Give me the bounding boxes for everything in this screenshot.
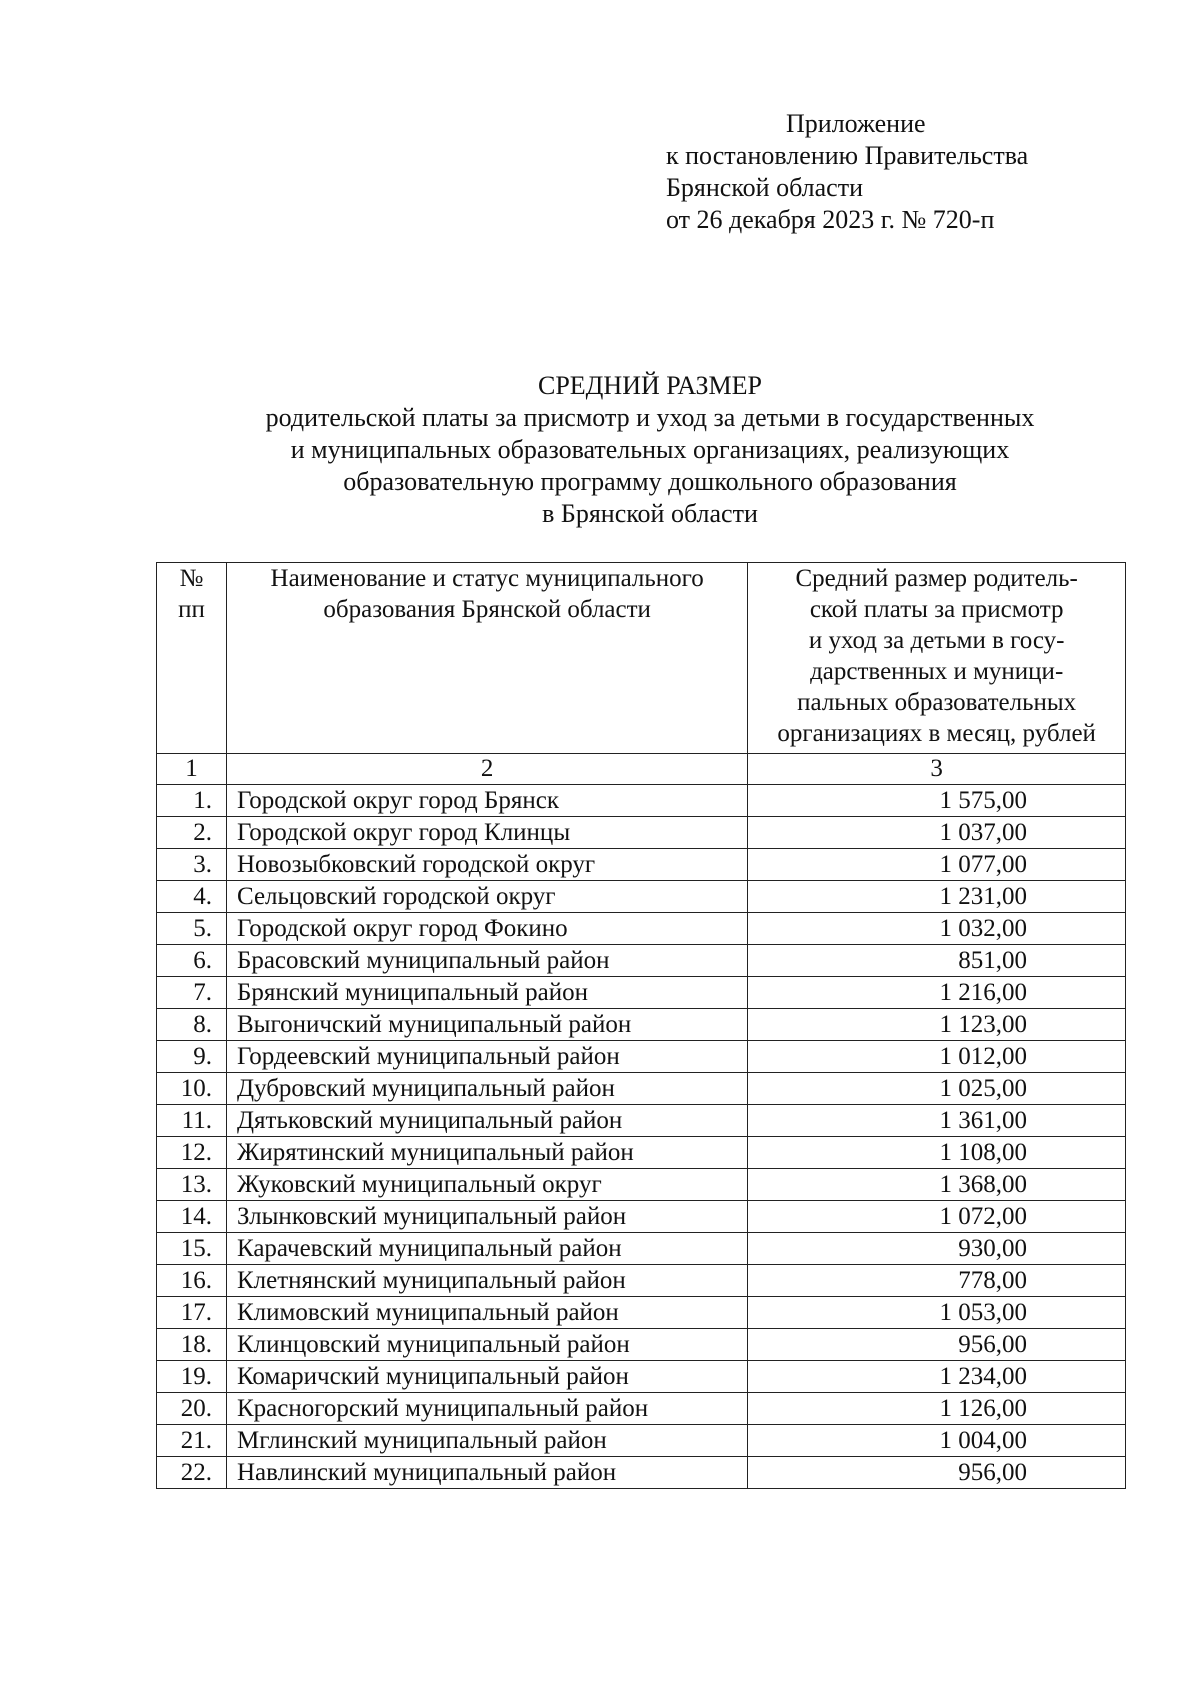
table-row <box>157 785 1126 817</box>
column-number: 2 <box>226 754 747 785</box>
header-text: образования Брянской области <box>323 596 651 623</box>
municipality-name: Дятьковский муниципальный район <box>226 1105 747 1137</box>
municipality-name: Брянский муниципальный район <box>226 977 747 1009</box>
fee-amount: 778,00 <box>748 1265 1126 1297</box>
municipality-name: Навлинский муниципальный район <box>226 1457 747 1489</box>
fee-amount: 1 077,00 <box>748 849 1126 881</box>
fee-amount: 956,00 <box>748 1329 1126 1361</box>
fee-amount: 1 123,00 <box>748 1009 1126 1041</box>
fee-amount: 930,00 <box>748 1233 1126 1265</box>
fee-amount: 956,00 <box>748 1457 1126 1489</box>
table-row <box>157 1329 1126 1361</box>
fee-amount: 1 216,00 <box>748 977 1126 1009</box>
appendix-date-number: от 26 декабря 2023 г. № 720-п <box>666 205 995 234</box>
row-number: 6. <box>157 945 227 977</box>
municipality-name: Городской округ город Клинцы <box>226 817 747 849</box>
row-number: 11. <box>157 1105 227 1137</box>
fee-amount: 1 032,00 <box>748 913 1126 945</box>
municipality-name: Дубровский муниципальный район <box>226 1073 747 1105</box>
municipality-name: Брасовский муниципальный район <box>226 945 747 977</box>
table-row <box>157 1041 1126 1073</box>
fee-amount: 1 361,00 <box>748 1105 1126 1137</box>
heading-line: родительской платы за присмотр и уход за детьми в государственных <box>265 403 1035 432</box>
row-number: 4. <box>157 881 227 913</box>
fee-amount: 1 234,00 <box>748 1361 1126 1393</box>
fee-amount: 1 368,00 <box>748 1169 1126 1201</box>
table-row <box>157 913 1126 945</box>
header-name <box>226 563 747 754</box>
heading-line: образовательную программу дошкольного образования <box>343 467 957 496</box>
fee-amount: 1 575,00 <box>748 785 1126 817</box>
table-row <box>157 1137 1126 1169</box>
fee-amount: 1 126,00 <box>748 1393 1126 1425</box>
table-header-row <box>157 563 1126 754</box>
table-row <box>157 881 1126 913</box>
fee-table <box>156 562 1126 1489</box>
municipality-name: Выгоничский муниципальный район <box>226 1009 747 1041</box>
table-row <box>157 1393 1126 1425</box>
municipality-name: Мглинский муниципальный район <box>226 1425 747 1457</box>
municipality-name: Городской округ город Брянск <box>226 785 747 817</box>
table-row <box>157 1073 1126 1105</box>
table-row <box>157 1201 1126 1233</box>
heading-line: и муниципальных образовательных организациях, реализующих <box>290 435 1010 464</box>
appendix-line: к постановлению Правительства <box>666 141 1029 170</box>
row-number: 20. <box>157 1393 227 1425</box>
fee-amount: 1 004,00 <box>748 1425 1126 1457</box>
table-row <box>157 817 1126 849</box>
header-text: и уход за детьми в госу- <box>808 627 1065 654</box>
row-number: 16. <box>157 1265 227 1297</box>
table-row <box>157 1265 1126 1297</box>
row-number: 14. <box>157 1201 227 1233</box>
fee-amount: 1 231,00 <box>748 881 1126 913</box>
appendix-title: Приложение <box>786 109 926 138</box>
table-row <box>157 945 1126 977</box>
header-number <box>157 563 227 754</box>
fee-amount: 1 053,00 <box>748 1297 1126 1329</box>
municipality-name: Городской округ город Фокино <box>226 913 747 945</box>
header-text: пальных образовательных <box>797 689 1077 716</box>
table-row <box>157 977 1126 1009</box>
fee-amount: 1 108,00 <box>748 1137 1126 1169</box>
municipality-name: Комаричский муниципальный район <box>226 1361 747 1393</box>
municipality-name: Сельцовский городской округ <box>226 881 747 913</box>
row-number: 3. <box>157 849 227 881</box>
fee-amount: 1 037,00 <box>748 817 1126 849</box>
header-text: ской платы за присмотр <box>809 596 1064 623</box>
header-text: Наименование и статус муниципального <box>270 565 704 592</box>
row-number: 18. <box>157 1329 227 1361</box>
municipality-name: Клетнянский муниципальный район <box>226 1265 747 1297</box>
row-number: 22. <box>157 1457 227 1489</box>
municipality-name: Красногорский муниципальный район <box>226 1393 747 1425</box>
row-number: 1. <box>157 785 227 817</box>
header-text: дарственных и муници- <box>810 658 1064 685</box>
row-number: 2. <box>157 817 227 849</box>
row-number: 19. <box>157 1361 227 1393</box>
municipality-name: Клинцовский муниципальный район <box>226 1329 747 1361</box>
column-number: 1 <box>157 754 227 785</box>
table-row <box>157 1233 1126 1265</box>
row-number: 9. <box>157 1041 227 1073</box>
header-amount <box>748 563 1126 754</box>
row-number: 12. <box>157 1137 227 1169</box>
row-number: 13. <box>157 1169 227 1201</box>
table-row <box>157 1425 1126 1457</box>
column-number-row <box>157 754 1126 785</box>
appendix-line: Брянской области <box>666 173 863 202</box>
municipality-name: Карачевский муниципальный район <box>226 1233 747 1265</box>
table-row <box>157 1105 1126 1137</box>
table-row <box>157 849 1126 881</box>
municipality-name: Жирятинский муниципальный район <box>226 1137 747 1169</box>
row-number: 15. <box>157 1233 227 1265</box>
header-text: № <box>179 565 204 592</box>
municipality-name: Климовский муниципальный район <box>226 1297 747 1329</box>
header-text: пп <box>178 596 205 623</box>
document-heading <box>150 370 1150 530</box>
fee-amount: 1 012,00 <box>748 1041 1126 1073</box>
row-number: 21. <box>157 1425 227 1457</box>
table-row <box>157 1297 1126 1329</box>
row-number: 17. <box>157 1297 227 1329</box>
row-number: 7. <box>157 977 227 1009</box>
municipality-name: Гордеевский муниципальный район <box>226 1041 747 1073</box>
table-row <box>157 1169 1126 1201</box>
heading-title: СРЕДНИЙ РАЗМЕР <box>538 371 762 400</box>
row-number: 8. <box>157 1009 227 1041</box>
table-row <box>157 1361 1126 1393</box>
header-text: Средний размер родитель- <box>795 565 1078 592</box>
municipality-name: Злынковский муниципальный район <box>226 1201 747 1233</box>
fee-amount: 851,00 <box>748 945 1126 977</box>
header-text: организациях в месяц, рублей <box>777 720 1096 747</box>
appendix-block <box>666 108 1028 236</box>
municipality-name: Жуковский муниципальный округ <box>226 1169 747 1201</box>
table-row <box>157 1457 1126 1489</box>
row-number: 10. <box>157 1073 227 1105</box>
municipality-name: Новозыбковский городской округ <box>226 849 747 881</box>
heading-line: в Брянской области <box>542 499 758 528</box>
row-number: 5. <box>157 913 227 945</box>
fee-amount: 1 072,00 <box>748 1201 1126 1233</box>
table-row <box>157 1009 1126 1041</box>
fee-amount: 1 025,00 <box>748 1073 1126 1105</box>
column-number: 3 <box>748 754 1126 785</box>
